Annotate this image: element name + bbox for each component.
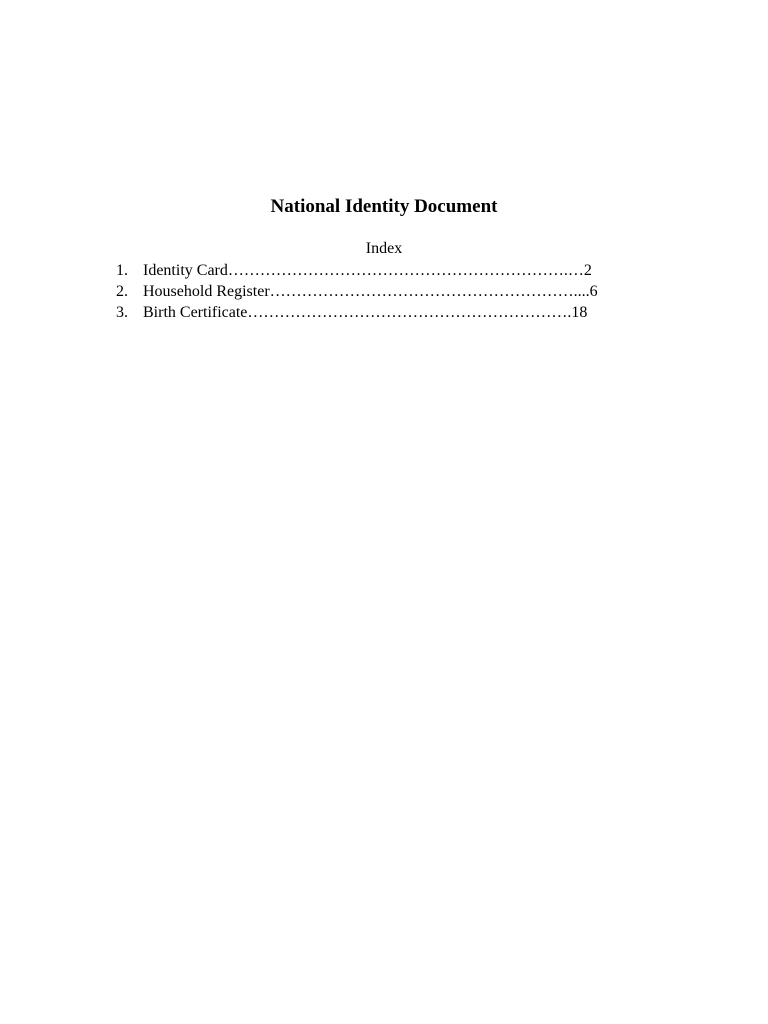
document-title: National Identity Document [270, 196, 498, 217]
index-heading: Index [365, 240, 403, 257]
toc-entry-identity-card [116, 260, 676, 281]
toc-entry-text: Birth Certificate…………………………………………………….18 [143, 304, 588, 321]
toc-entry-number: 1. [116, 262, 128, 279]
toc-entry-text: Identity Card……………………………………………………….…2 [143, 262, 592, 279]
toc-entry-birth-certificate [116, 302, 676, 323]
toc-entry-text: Household Register…………………………………………………....6 [143, 283, 598, 300]
toc-entry-household-register [116, 281, 676, 302]
toc-entry-number: 2. [116, 283, 128, 300]
toc-entry-number: 3. [116, 304, 128, 321]
table-of-contents [116, 260, 676, 323]
